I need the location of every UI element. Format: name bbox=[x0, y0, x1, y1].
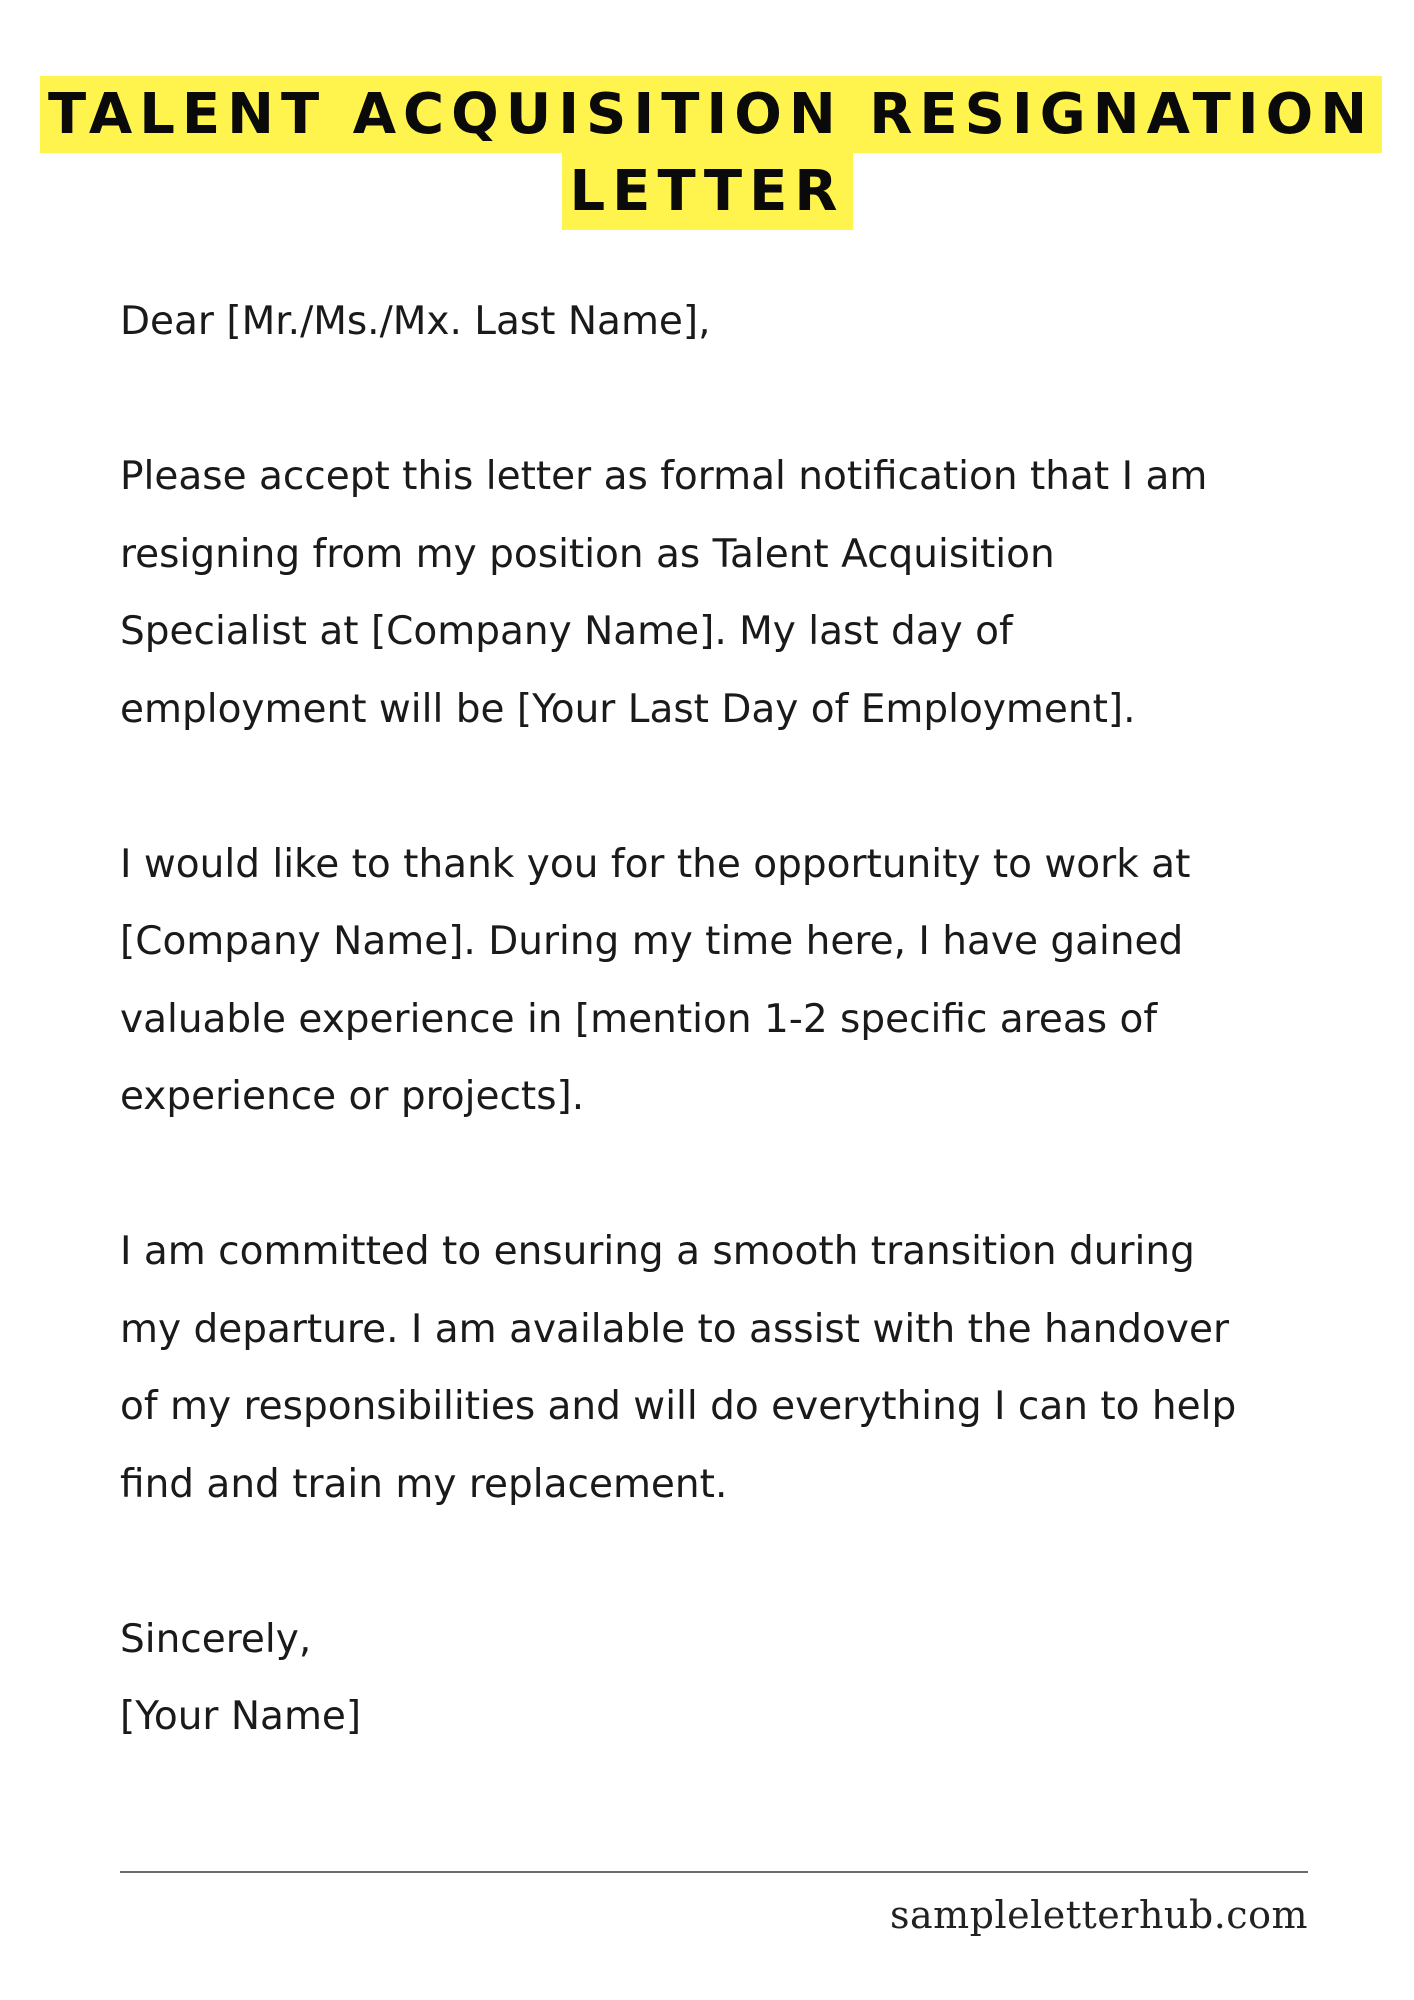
footer-divider bbox=[120, 1871, 1308, 1873]
paragraph-line: [Company Name]. During my time here, I have gained bbox=[120, 919, 1184, 964]
paragraph-line: experience or projects]. bbox=[120, 1074, 585, 1119]
paragraph-line: Specialist at [Company Name]. My last day of bbox=[120, 609, 1013, 654]
paragraph-line: I would like to thank you for the opportunity to work at bbox=[120, 841, 1191, 887]
letter-body bbox=[120, 283, 1350, 1756]
paragraph-2 bbox=[120, 826, 1350, 1136]
paragraph-line: my departure. I am available to assist with the handover bbox=[120, 1306, 1230, 1352]
signature: [Your Name] bbox=[120, 1694, 362, 1739]
paragraph-line: resigning from my position as Talent Acquisition bbox=[120, 531, 1055, 577]
letter-title bbox=[40, 76, 1374, 230]
closing: Sincerely, bbox=[120, 1616, 312, 1662]
paragraph-3 bbox=[120, 1213, 1350, 1523]
paragraph-line: I am committed to ensuring a smooth transition during bbox=[120, 1229, 1195, 1274]
paragraph-line: Please accept this letter as formal notification that I am bbox=[120, 454, 1208, 499]
paragraph-1 bbox=[120, 438, 1350, 748]
title-line-1: TALENT ACQUISITION RESIGNATION bbox=[40, 76, 1382, 153]
paragraph-line: valuable experience in [mention 1-2 specific areas of bbox=[120, 996, 1158, 1042]
paragraph-line: find and train my replacement. bbox=[120, 1461, 728, 1507]
footer-website: sampleletterhub.com bbox=[889, 1893, 1308, 1937]
paragraph-line: employment will be [Your Last Day of Employment]. bbox=[120, 686, 1136, 732]
salutation-text: Dear [Mr./Ms./Mx. Last Name], bbox=[120, 299, 711, 344]
paragraph-line: of my responsibilities and will do everything I can to help bbox=[120, 1384, 1237, 1429]
salutation bbox=[120, 283, 1350, 361]
title-line-2: LETTER bbox=[562, 153, 853, 230]
